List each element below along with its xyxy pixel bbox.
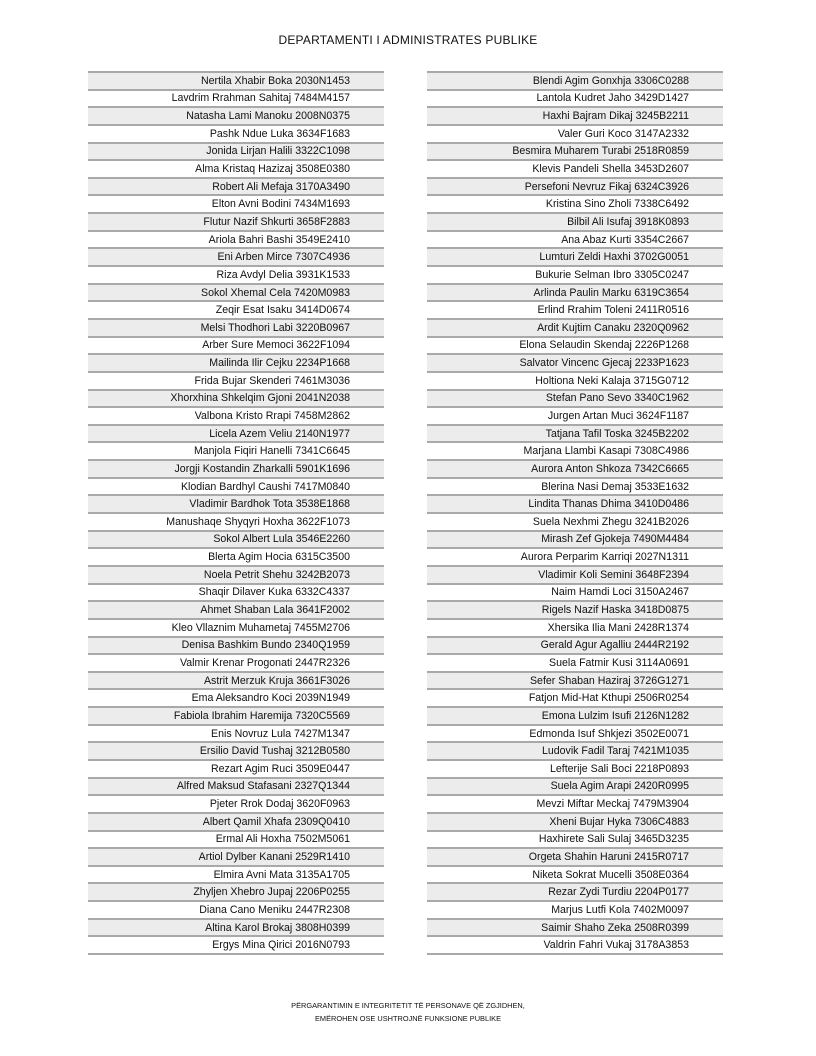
list-item: Vladimir Bardhok Tota 3538E1868 (88, 494, 384, 512)
list-item: Suela Nexhmi Zhegu 3241B2026 (427, 512, 723, 530)
list-item: Xhersika Ilia Mani 2428R1374 (427, 618, 723, 636)
footer-line-1: PËRGARANTIMIN E INTEGRITETIT TË PERSONAVE QË ZGJIDHEN, (291, 1001, 525, 1010)
list-item: Valmir Krenar Progonati 2447R2326 (88, 653, 384, 671)
list-item: Mirash Zef Gjokeja 7490M4484 (427, 530, 723, 548)
list-item: Manjola Fiqiri Hanelli 7341C6645 (88, 441, 384, 459)
list-item: Klevis Pandeli Shella 3453D2607 (427, 159, 723, 177)
list-item: Natasha Lami Manoku 2008N0375 (88, 106, 384, 124)
list-item: Klodian Bardhyl Caushi 7417M0840 (88, 477, 384, 495)
page-title: DEPARTAMENTI I ADMINISTRATES PUBLIKE (278, 33, 538, 47)
list-item: Enis Novruz Lula 7427M1347 (88, 724, 384, 742)
list-item: Valdrin Fahri Vukaj 3178A3853 (427, 935, 723, 953)
list-item: Ludovik Fadil Taraj 7421M1035 (427, 741, 723, 759)
list-item: Valer Guri Koco 3147A2332 (427, 124, 723, 142)
list-item: Erlind Rrahim Toleni 2411R0516 (427, 300, 723, 318)
list-item: Bukurie Selman Ibro 3305C0247 (427, 265, 723, 283)
list-item: Pjeter Rrok Dodaj 3620F0963 (88, 794, 384, 812)
list-item: Suela Fatmir Kusi 3114A0691 (427, 653, 723, 671)
list-item: Haxhirete Sali Sulaj 3465D3235 (427, 830, 723, 848)
table-bottom-rule (427, 953, 723, 955)
list-item: Lindita Thanas Dhima 3410D0486 (427, 494, 723, 512)
list-item: Ariola Bahri Bashi 3549E2410 (88, 230, 384, 248)
list-item: Denisa Bashkim Bundo 2340Q1959 (88, 636, 384, 654)
list-item: Ana Abaz Kurti 3354C2667 (427, 230, 723, 248)
list-item: Licela Azem Veliu 2140N1977 (88, 424, 384, 442)
list-item: Ema Aleksandro Koci 2039N1949 (88, 688, 384, 706)
list-item: Kristina Sino Zholi 7338C6492 (427, 194, 723, 212)
list-item: Bilbil Ali Isufaj 3918K0893 (427, 212, 723, 230)
list-item: Lantola Kudret Jaho 3429D1427 (427, 89, 723, 107)
list-item: Zeqir Esat Isaku 3414D0674 (88, 300, 384, 318)
list-item: Alfred Maksud Stafasani 2327Q1344 (88, 777, 384, 795)
list-item: Astrit Merzuk Kruja 3661F3026 (88, 671, 384, 689)
list-item: Vladimir Koli Semini 3648F2394 (427, 565, 723, 583)
list-item: Elmira Avni Mata 3135A1705 (88, 865, 384, 883)
list-item: Nertila Xhabir Boka 2030N1453 (88, 71, 384, 89)
list-item: Marjana Llambi Kasapi 7308C4986 (427, 441, 723, 459)
footer (0, 999, 816, 1025)
list-item: Pashk Ndue Luka 3634F1683 (88, 124, 384, 142)
list-item: Jonida Lirjan Halili 3322C1098 (88, 142, 384, 160)
list-item: Aurora Perparim Karriqi 2027N1311 (427, 547, 723, 565)
list-item: Elton Avni Bodini 7434M1693 (88, 194, 384, 212)
list-item: Salvator Vincenc Gjecaj 2233P1623 (427, 353, 723, 371)
list-item: Suela Agim Arapi 2420R0995 (427, 777, 723, 795)
footer-line-2: EMËROHEN OSE USHTROJNË FUNKSIONE PUBLIKE (314, 1014, 502, 1023)
list-item: Saimir Shaho Zeka 2508R0399 (427, 918, 723, 936)
list-item: Haxhi Bajram Dikaj 3245B2211 (427, 106, 723, 124)
list-item: Naim Hamdi Loci 3150A2467 (427, 583, 723, 601)
list-item: Holtiona Neki Kalaja 3715G0712 (427, 371, 723, 389)
list-item: Noela Petrit Shehu 3242B2073 (88, 565, 384, 583)
list-item: Arlinda Paulin Marku 6319C3654 (427, 283, 723, 301)
list-item: Ermal Ali Hoxha 7502M5061 (88, 830, 384, 848)
list-item: Valbona Kristo Rrapi 7458M2862 (88, 406, 384, 424)
list-item: Arber Sure Memoci 3622F1094 (88, 336, 384, 354)
list-item: Jurgen Artan Muci 3624F1187 (427, 406, 723, 424)
list-item: Niketa Sokrat Mucelli 3508E0364 (427, 865, 723, 883)
list-item: Rezar Zydi Turdiu 2204P0177 (427, 882, 723, 900)
list-item: Orgeta Shahin Haruni 2415R0717 (427, 847, 723, 865)
list-item: Alma Kristaq Hazizaj 3508E0380 (88, 159, 384, 177)
list-item: Lumturi Zeldi Haxhi 3702G0051 (427, 247, 723, 265)
list-item: Mailinda Ilir Cejku 2234P1668 (88, 353, 384, 371)
list-item: Rezart Agim Ruci 3509E0447 (88, 759, 384, 777)
list-item: Mevzi Miftar Meckaj 7479M3904 (427, 794, 723, 812)
list-item: Shaqir Dilaver Kuka 6332C4337 (88, 583, 384, 601)
list-item: Flutur Nazif Shkurti 3658F2883 (88, 212, 384, 230)
list-item: Marjus Lutfi Kola 7402M0097 (427, 900, 723, 918)
list-item: Zhyljen Xhebro Jupaj 2206P0255 (88, 882, 384, 900)
list-item: Sokol Albert Lula 3546E2260 (88, 530, 384, 548)
list-item: Ahmet Shaban Lala 3641F2002 (88, 600, 384, 618)
list-item: Robert Ali Mefaja 3170A3490 (88, 177, 384, 195)
list-item: Jorgji Kostandin Zharkalli 5901K1696 (88, 459, 384, 477)
list-item: Fabiola Ibrahim Haremija 7320C5569 (88, 706, 384, 724)
list-item: Diana Cano Meniku 2447R2308 (88, 900, 384, 918)
list-item: Rigels Nazif Haska 3418D0875 (427, 600, 723, 618)
right-name-column (427, 71, 723, 955)
list-item: Fatjon Mid-Hat Kthupi 2506R0254 (427, 688, 723, 706)
list-item: Elona Selaudin Skendaj 2226P1268 (427, 336, 723, 354)
list-item: Ersilio David Tushaj 3212B0580 (88, 741, 384, 759)
list-item: Xhorxhina Shkelqim Gjoni 2041N2038 (88, 389, 384, 407)
list-item: Blerta Agim Hocia 6315C3500 (88, 547, 384, 565)
list-item: Blerina Nasi Demaj 3533E1632 (427, 477, 723, 495)
list-item: Artiol Dylber Kanani 2529R1410 (88, 847, 384, 865)
list-item: Stefan Pano Sevo 3340C1962 (427, 389, 723, 407)
list-item: Gerald Agur Agalliu 2444R2192 (427, 636, 723, 654)
list-item: Riza Avdyl Delia 3931K1533 (88, 265, 384, 283)
list-item: Persefoni Nevruz Fikaj 6324C3926 (427, 177, 723, 195)
list-item: Edmonda Isuf Shkjezi 3502E0071 (427, 724, 723, 742)
list-item: Lefterije Sali Boci 2218P0893 (427, 759, 723, 777)
list-item: Albert Qamil Xhafa 2309Q0410 (88, 812, 384, 830)
table-bottom-rule (88, 953, 384, 955)
list-item: Xheni Bujar Hyka 7306C4883 (427, 812, 723, 830)
left-name-column (88, 71, 384, 955)
list-item: Frida Bujar Skenderi 7461M3036 (88, 371, 384, 389)
list-item: Ergys Mina Qirici 2016N0793 (88, 935, 384, 953)
list-item: Melsi Thodhori Labi 3220B0967 (88, 318, 384, 336)
list-item: Ardit Kujtim Canaku 2320Q0962 (427, 318, 723, 336)
list-item: Sefer Shaban Haziraj 3726G1271 (427, 671, 723, 689)
list-item: Manushaqe Shyqyri Hoxha 3622F1073 (88, 512, 384, 530)
list-item: Besmira Muharem Turabi 2518R0859 (427, 142, 723, 160)
list-item: Lavdrim Rrahman Sahitaj 7484M4157 (88, 89, 384, 107)
list-item: Aurora Anton Shkoza 7342C6665 (427, 459, 723, 477)
list-item: Tatjana Tafil Toska 3245B2202 (427, 424, 723, 442)
list-item: Blendi Agim Gonxhja 3306C0288 (427, 71, 723, 89)
list-item: Sokol Xhemal Cela 7420M0983 (88, 283, 384, 301)
list-item: Kleo Vllaznim Muhametaj 7455M2706 (88, 618, 384, 636)
list-item: Altina Karol Brokaj 3808H0399 (88, 918, 384, 936)
list-item: Emona Lulzim Isufi 2126N1282 (427, 706, 723, 724)
list-item: Eni Arben Mirce 7307C4936 (88, 247, 384, 265)
